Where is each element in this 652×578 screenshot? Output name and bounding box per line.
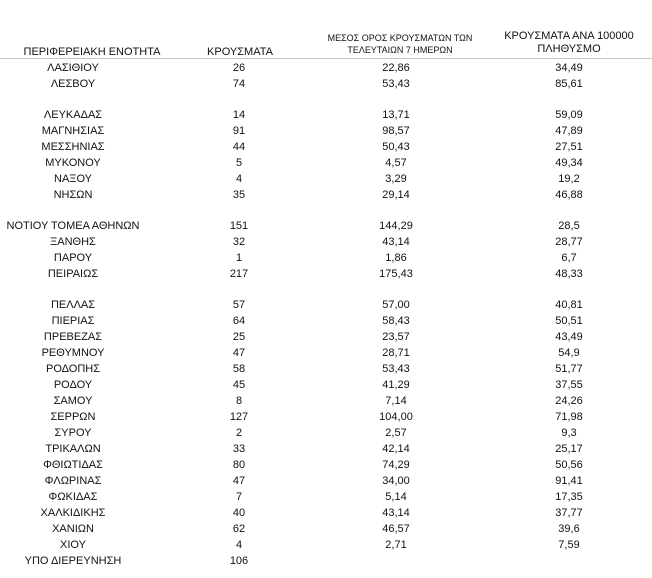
cases-cell: 57: [232, 299, 246, 311]
cases-cell: 5: [235, 157, 243, 169]
per100k-cell: 54,9: [558, 347, 580, 359]
avg7-cell: 7,14: [385, 395, 407, 407]
table-row: [0, 234, 652, 250]
region-cell: ΣΕΡΡΩΝ: [50, 411, 96, 423]
per100k-cell: 71,98: [555, 411, 583, 423]
cases-cell: 58: [232, 363, 246, 375]
table-row: [0, 297, 652, 313]
header-cases: ΚΡΟΥΣΜΑΤΑ: [207, 46, 273, 58]
region-cell: ΝΟΤΙΟΥ ΤΟΜΕΑ ΑΘΗΝΩΝ: [6, 220, 140, 232]
cases-cell: 1: [235, 252, 243, 264]
table-row: [0, 441, 652, 457]
table-row: [0, 377, 652, 393]
cases-cell: 74: [232, 78, 246, 90]
avg7-cell: 58,43: [382, 315, 410, 327]
avg7-cell: 4,57: [385, 157, 407, 169]
header-per100k-line2: ΠΛΗΘΥΣΜΟ: [537, 43, 601, 55]
table-row: [0, 505, 652, 521]
avg7-cell: 144,29: [379, 220, 413, 232]
region-cell: ΠΕΙΡΑΙΩΣ: [47, 268, 99, 280]
cases-cell: 4: [235, 173, 243, 185]
header-avg7-line1: ΜΕΣΟΣ ΟΡΟΣ ΚΡΟΥΣΜΑΤΩΝ ΤΩΝ: [327, 33, 473, 43]
cases-cell: 127: [229, 411, 249, 423]
region-cell: ΡΟΔΟΥ: [53, 379, 93, 391]
region-cell: ΧΙΟΥ: [60, 539, 86, 551]
cases-cell: 64: [232, 315, 246, 327]
table-row: [0, 473, 652, 489]
per100k-cell: 48,33: [555, 268, 583, 280]
cases-cell: 33: [232, 443, 246, 455]
header-per100k-line1: ΚΡΟΥΣΜΑΤΑ ΑΝΑ 100000: [504, 30, 634, 42]
avg7-cell: 2,57: [385, 427, 407, 439]
per100k-cell: 47,89: [555, 125, 583, 137]
per100k-cell: 39,6: [558, 523, 580, 535]
table-row: [0, 250, 652, 266]
cases-cell: 62: [232, 523, 246, 535]
cases-cell: 91: [232, 125, 246, 137]
avg7-cell: 175,43: [379, 268, 413, 280]
table-row: [0, 489, 652, 505]
region-cell: ΞΑΝΘΗΣ: [50, 236, 96, 248]
per100k-cell: 27,51: [555, 141, 583, 153]
cases-cell: 25: [232, 331, 246, 343]
avg7-cell: 3,29: [385, 173, 407, 185]
header-avg7-line2: ΤΕΛΕΥΤΑΙΩΝ 7 ΗΜΕΡΩΝ: [347, 45, 453, 55]
region-cell: ΜΕΣΣΗΝΙΑΣ: [41, 141, 105, 153]
per100k-cell: 17,35: [555, 491, 583, 503]
table-row: [0, 123, 652, 139]
header-divider: [0, 58, 652, 59]
per100k-cell: 40,81: [555, 299, 583, 311]
region-cell: ΠΕΛΛΑΣ: [50, 299, 96, 311]
cases-cell: 32: [232, 236, 246, 248]
per100k-cell: 59,09: [555, 109, 583, 121]
cases-cell: 26: [232, 62, 246, 74]
per100k-cell: 51,77: [555, 363, 583, 375]
table-body: [0, 60, 652, 569]
region-cell: ΜΑΓΝΗΣΙΑΣ: [41, 125, 105, 137]
table-row: [0, 218, 652, 234]
per100k-cell: 28,5: [558, 220, 580, 232]
table-row: [0, 521, 652, 537]
per100k-cell: 49,34: [555, 157, 583, 169]
region-cell: ΠΡΕΒΕΖΑΣ: [43, 331, 103, 343]
region-cell: ΦΘΙΩΤΙΔΑΣ: [43, 459, 103, 471]
per100k-cell: 91,41: [555, 475, 583, 487]
per100k-cell: 85,61: [555, 78, 583, 90]
avg7-cell: 53,43: [382, 363, 410, 375]
table-row: [0, 537, 652, 553]
region-cell: ΛΕΥΚΑΔΑΣ: [43, 109, 103, 121]
per100k-cell: 24,26: [555, 395, 583, 407]
cases-cell: 80: [232, 459, 246, 471]
table-row: [0, 139, 652, 155]
table-row: [0, 171, 652, 187]
avg7-cell: 5,14: [385, 491, 407, 503]
avg7-cell: 53,43: [382, 78, 410, 90]
region-cell: ΝΗΣΩΝ: [53, 189, 93, 201]
region-cell: ΧΑΛΚΙΔΙΚΗΣ: [40, 507, 106, 519]
region-cell: ΜΥΚΟΝΟΥ: [45, 157, 101, 169]
region-cell: ΦΩΚΙΔΑΣ: [48, 491, 98, 503]
region-cell: ΛΑΣΙΘΙΟΥ: [47, 62, 99, 74]
table-row: [0, 187, 652, 203]
avg7-cell: 104,00: [379, 411, 413, 423]
avg7-cell: 34,00: [382, 475, 410, 487]
table-row: [0, 457, 652, 473]
per100k-cell: 34,49: [555, 62, 583, 74]
cases-cell: 4: [235, 539, 243, 551]
cases-cell: 40: [232, 507, 246, 519]
per100k-cell: 28,77: [555, 236, 583, 248]
cases-cell: 2: [235, 427, 243, 439]
region-cell: ΡΕΘΥΜΝΟΥ: [41, 347, 105, 359]
per100k-cell: 7,59: [558, 539, 580, 551]
per100k-cell: 37,55: [555, 379, 583, 391]
per100k-cell: 25,17: [555, 443, 583, 455]
table-row: [0, 107, 652, 123]
table-row: [0, 313, 652, 329]
avg7-cell: 74,29: [382, 459, 410, 471]
cases-cell: 151: [229, 220, 249, 232]
table-row: [0, 329, 652, 345]
avg7-cell: 46,57: [382, 523, 410, 535]
table-row: [0, 155, 652, 171]
avg7-cell: 22,86: [382, 62, 410, 74]
avg7-cell: 57,00: [382, 299, 410, 311]
region-cell: ΠΑΡΟΥ: [53, 252, 93, 264]
per100k-cell: 9,3: [561, 427, 577, 439]
per100k-cell: 50,56: [555, 459, 583, 471]
header-per100k: [495, 30, 643, 56]
cases-cell: 14: [232, 109, 246, 121]
region-cell: ΣΑΜΟΥ: [53, 395, 93, 407]
cases-cell: 45: [232, 379, 246, 391]
table-row: [0, 266, 652, 282]
cases-cell: 35: [232, 189, 246, 201]
per100k-cell: 6,7: [561, 252, 577, 264]
region-cell: ΧΑΝΙΩΝ: [52, 523, 94, 535]
per100k-cell: 46,88: [555, 189, 583, 201]
per100k-cell: 50,51: [555, 315, 583, 327]
cases-cell: 47: [232, 347, 246, 359]
table-row: [0, 345, 652, 361]
cases-cell: 8: [235, 395, 243, 407]
avg7-cell: 98,57: [382, 125, 410, 137]
region-cell: ΥΠΟ ΔΙΕΡΕΥΝΗΣΗ: [24, 555, 122, 567]
region-cell: ΦΛΩΡΙΝΑΣ: [44, 475, 102, 487]
avg7-cell: 42,14: [382, 443, 410, 455]
cases-cell: 106: [229, 555, 249, 567]
region-cell: ΣΥΡΟΥ: [54, 427, 92, 439]
table-row: [0, 553, 652, 569]
per100k-cell: 37,77: [555, 507, 583, 519]
avg7-cell: 29,14: [382, 189, 410, 201]
table-row: [0, 76, 652, 92]
avg7-cell: 43,14: [382, 236, 410, 248]
avg7-cell: 43,14: [382, 507, 410, 519]
table-row: [0, 60, 652, 76]
avg7-cell: 28,71: [382, 347, 410, 359]
per100k-cell: 43,49: [555, 331, 583, 343]
avg7-cell: 23,57: [382, 331, 410, 343]
region-cell: ΝΑΞΟΥ: [54, 173, 92, 185]
avg7-cell: 2,71: [385, 539, 407, 551]
table-row: [0, 425, 652, 441]
cases-cell: 7: [235, 491, 243, 503]
region-cell: ΡΟΔΟΠΗΣ: [45, 363, 101, 375]
avg7-cell: 1,86: [385, 252, 407, 264]
header-region: ΠΕΡΙΦΕΡΕΙΑΚΗ ΕΝΟΤΗΤΑ: [23, 46, 161, 58]
avg7-cell: 41,29: [382, 379, 410, 391]
per100k-cell: 19,2: [558, 173, 580, 185]
cases-cell: 217: [229, 268, 249, 280]
avg7-cell: 50,43: [382, 141, 410, 153]
region-cell: ΛΕΣΒΟΥ: [50, 78, 96, 90]
region-cell: ΠΙΕΡΙΑΣ: [51, 315, 95, 327]
table-row: [0, 361, 652, 377]
cases-cell: 44: [232, 141, 246, 153]
region-cell: ΤΡΙΚΑΛΩΝ: [45, 443, 101, 455]
avg7-cell: 13,71: [382, 109, 410, 121]
cases-cell: 47: [232, 475, 246, 487]
header-avg7: [320, 32, 480, 56]
table-row: [0, 393, 652, 409]
table-row: [0, 409, 652, 425]
